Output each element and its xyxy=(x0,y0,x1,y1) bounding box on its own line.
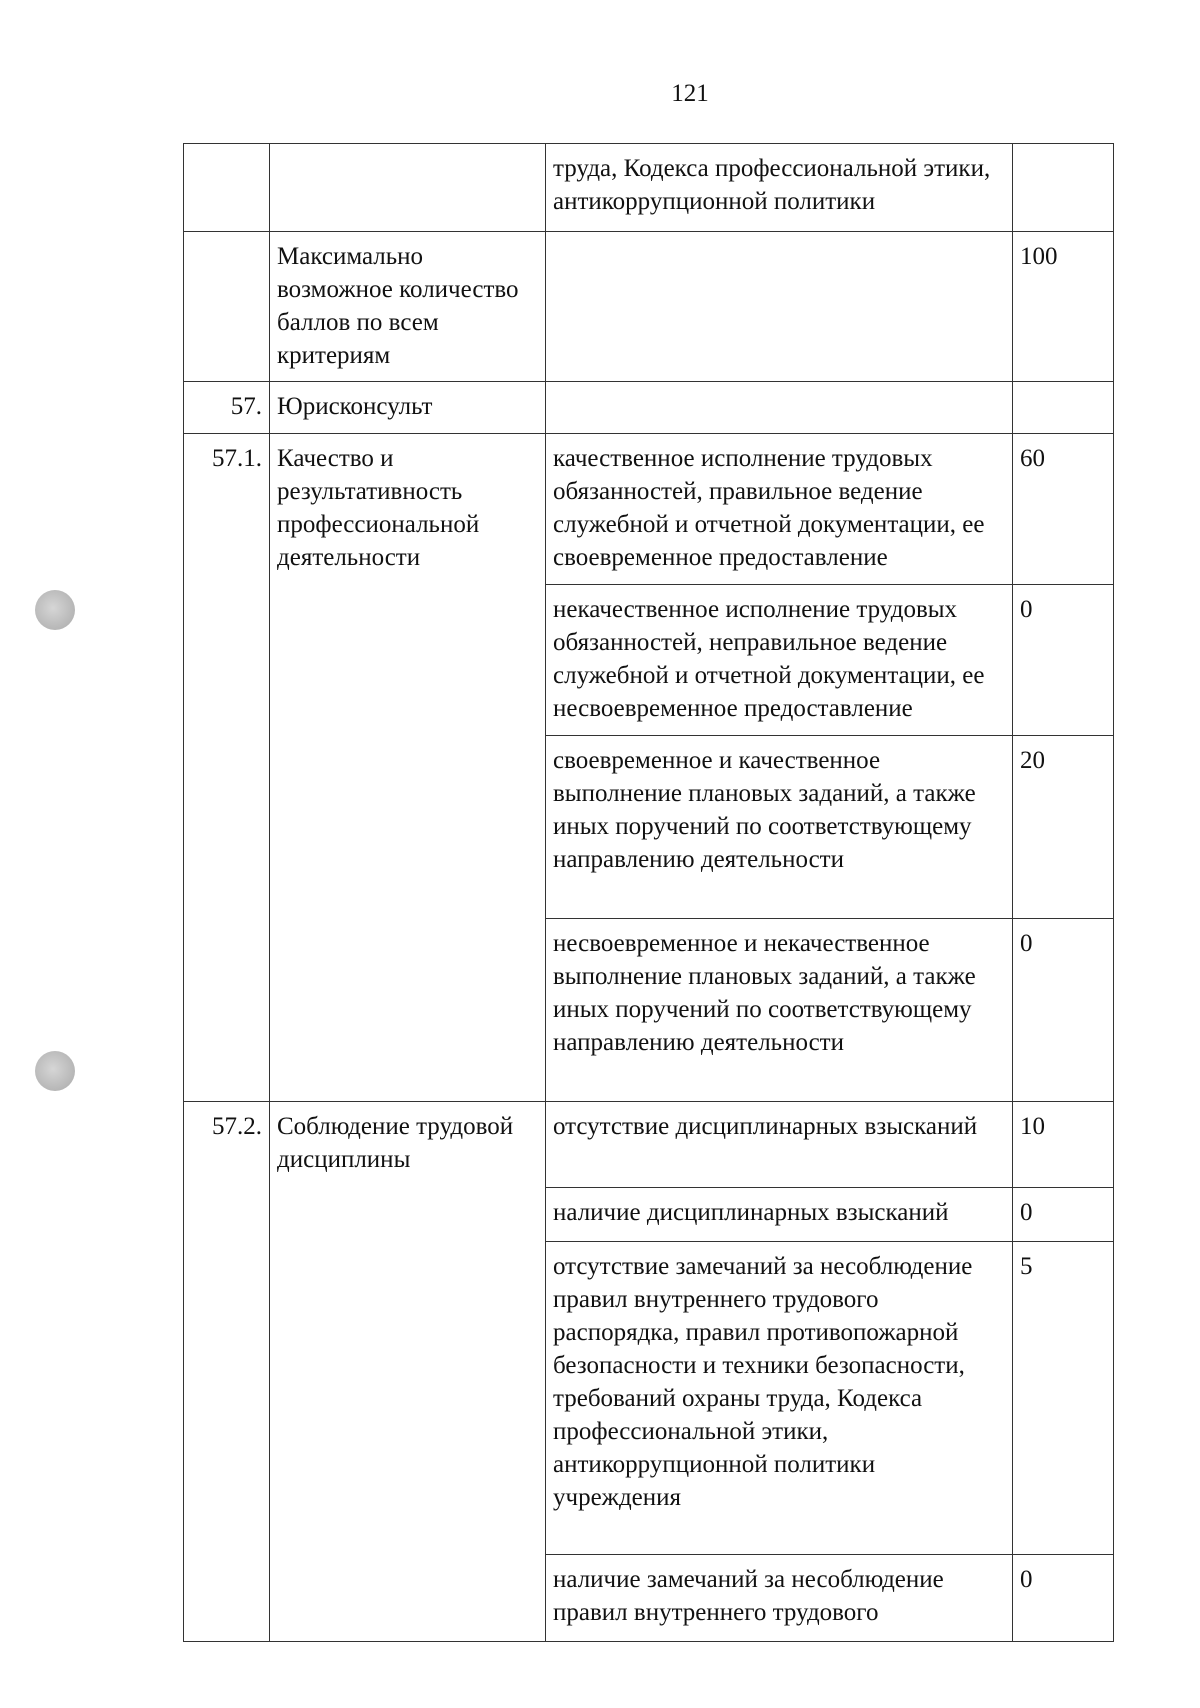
punch-hole-bottom xyxy=(35,1051,75,1091)
item-number-cell: 57.2. xyxy=(184,1102,270,1642)
page-number: 121 xyxy=(671,80,709,107)
item-number-cell: 57.1. xyxy=(184,434,270,1102)
table-row xyxy=(184,382,1114,434)
item-number-cell xyxy=(184,144,270,232)
criterion-cell: Юрисконсульт xyxy=(270,382,546,434)
score-cell: 0 xyxy=(1013,1555,1114,1642)
table-row xyxy=(184,434,1114,585)
score-cell: 0 xyxy=(1013,919,1114,1102)
item-number-cell xyxy=(184,232,270,382)
table-row xyxy=(184,144,1114,232)
item-number-cell: 57. xyxy=(184,382,270,434)
table-row xyxy=(184,1102,1114,1188)
indicator-cell: отсутствие замечаний за несоблюдение правил внутреннего трудового распорядка, правил противопожарной безопасности и техники безопасности, требований охраны труда, Кодекса профессиональной этики, антикоррупционной политики учреждения xyxy=(546,1242,1013,1555)
indicator-cell xyxy=(546,382,1013,434)
indicator-cell: несвоевременное и некачественное выполнение плановых заданий, а также иных поручений по соответствующему направлению деятельности xyxy=(546,919,1013,1102)
indicator-cell: наличие замечаний за несоблюдение правил внутреннего трудового xyxy=(546,1555,1013,1642)
criterion-cell: Соблюдение трудовой дисциплины xyxy=(270,1102,546,1642)
indicator-cell: наличие дисциплинарных взысканий xyxy=(546,1188,1013,1242)
score-cell: 60 xyxy=(1013,434,1114,585)
criteria-table xyxy=(183,143,1114,1642)
score-cell: 100 xyxy=(1013,232,1114,382)
table-row xyxy=(184,232,1114,382)
indicator-cell: отсутствие дисциплинарных взысканий xyxy=(546,1102,1013,1188)
punch-hole-top xyxy=(35,590,75,630)
score-cell: 5 xyxy=(1013,1242,1114,1555)
indicator-cell: качественное исполнение трудовых обязанностей, правильное ведение служебной и отчетной документации, ее своевременное предоставление xyxy=(546,434,1013,585)
criterion-cell: Максимально возможное количество баллов по всем критериям xyxy=(270,232,546,382)
score-cell xyxy=(1013,144,1114,232)
score-cell: 10 xyxy=(1013,1102,1114,1188)
indicator-cell xyxy=(546,232,1013,382)
indicator-cell: труда, Кодекса профессиональной этики, антикоррупционной политики xyxy=(546,144,1013,232)
criterion-cell xyxy=(270,144,546,232)
indicator-cell: некачественное исполнение трудовых обязанностей, неправильное ведение служебной и отчетной документации, ее несвоевременное предоставление xyxy=(546,585,1013,736)
score-cell: 20 xyxy=(1013,736,1114,919)
criterion-cell: Качество и результативность профессиональной деятельности xyxy=(270,434,546,1102)
indicator-cell: своевременное и качественное выполнение плановых заданий, а также иных поручений по соответствующему направлению деятельности xyxy=(546,736,1013,919)
score-cell xyxy=(1013,382,1114,434)
score-cell: 0 xyxy=(1013,1188,1114,1242)
score-cell: 0 xyxy=(1013,585,1114,736)
